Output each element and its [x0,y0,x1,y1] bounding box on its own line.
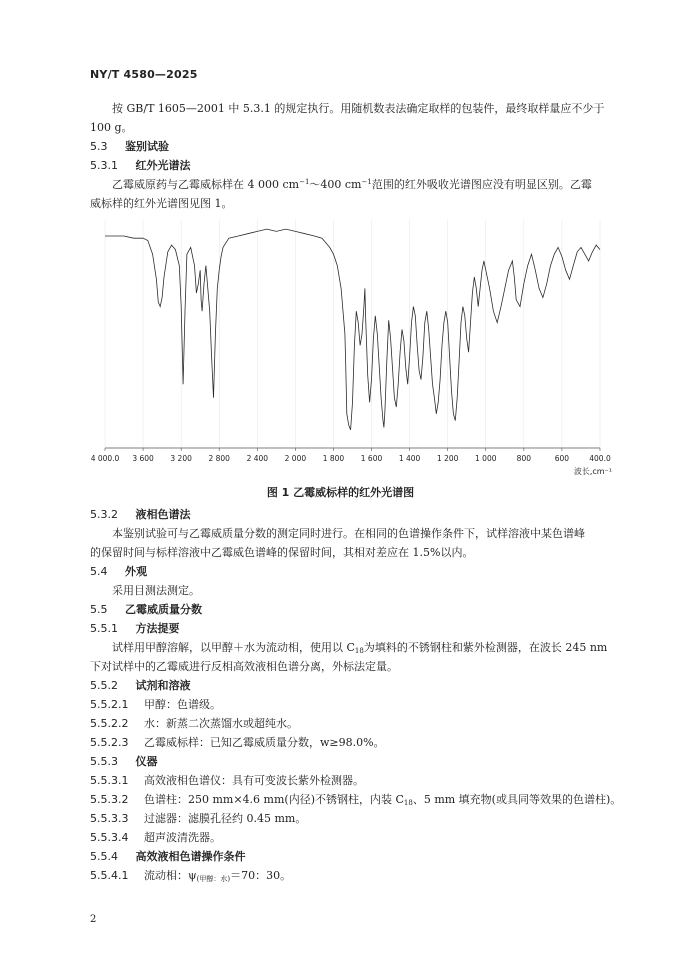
item-text: 甲醇：色谱级。 [143,698,221,711]
item-number: 5.5.3.4 [90,831,129,844]
list-item [90,696,221,712]
intro-line-1: 按 GB/T 1605—2001 中 5.3.1 的规定执行。用随机数表法确定取样的包装件，最终取样量应不少于 [112,102,605,115]
section-5-3 [90,138,169,154]
standard-header: NY/T 4580—2025 [90,68,198,81]
s532-line-2: 的保留时间与标样溶液中乙霉威色谱峰的保留时间，其相对差应在 1.5%以内。 [90,546,474,559]
s551-text-a: 试样用甲醇溶解，以甲醇＋水为流动相，使用以 C [112,641,355,654]
section-number: 5.3.1 [90,159,118,172]
x-tick-label: 1 000 [475,454,497,463]
s531-text-b: ～400 cm [309,178,362,191]
intro-line-2: 100 g。 [90,121,133,134]
ir-spectrum-chart [90,212,615,478]
item-number: 5.5.4.1 [90,869,129,882]
section-number: 5.5.4 [90,850,118,863]
x-tick-label: 2 400 [246,454,269,463]
section-title: 外观 [125,565,147,578]
page-number: 2 [90,914,97,925]
section-title: 仪器 [135,755,158,768]
list-item [90,734,385,750]
item-text: 流动相：ψ [143,869,197,882]
section-5-5-3 [90,753,158,769]
subscript: 18 [354,647,364,655]
s54-line-1: 采用目测法测定。 [112,584,200,597]
x-axis-label: 波长,cm⁻¹ [573,467,612,476]
chart-background [95,212,615,478]
section-5-3-1 [90,157,191,173]
section-number: 5.4 [90,565,108,578]
item-text: 、5 mm 填充物(或具同等效果的色谱柱)。 [412,793,622,806]
section-title: 乙霉威质量分数 [125,603,202,616]
section-5-5-4 [90,848,246,864]
list-item [90,867,291,884]
item-number: 5.5.3.1 [90,774,129,787]
item-text: 色谱柱：250 mm×4.6 mm(内径)不锈钢柱，内装 C [143,793,404,806]
item-text: 超声波清洗器。 [143,831,221,844]
list-item [90,772,364,788]
section-number: 5.3 [90,140,108,153]
unit-superscript: −1 [361,178,372,186]
s531-line-1 [112,176,592,192]
unit-superscript: −1 [299,178,310,186]
section-5-5-1 [90,620,180,636]
section-title: 液相色谱法 [135,508,191,521]
list-item [90,715,298,731]
section-5-4 [90,563,147,579]
item-number: 5.5.2.2 [90,717,129,730]
section-title: 方法提要 [135,622,180,635]
list-item [90,829,221,845]
item-number: 5.5.3.3 [90,812,129,825]
s551-text-b: 为填料的不锈钢柱和紫外检测器，在波长 245 nm [363,641,608,654]
x-tick-label: 2 000 [284,454,307,463]
s531-line-2: 威标样的红外光谱图见图 1。 [90,197,233,210]
s531-text-c: 范围的红外吸收光谱图应没有明显区别。乙霉 [371,178,592,191]
s551-line-1 [112,639,607,655]
x-tick-label: 1 800 [322,454,345,463]
section-title: 鉴别试验 [125,140,169,153]
s531-text-a: 乙霉威原药与乙霉威标样在 4 000 cm [112,178,300,191]
x-tick-label: 800 [516,454,532,463]
x-tick-label: 400.0 [589,454,611,463]
item-number: 5.5.2.3 [90,736,129,749]
item-text: 过滤器：滤膜孔径约 0.45 mm。 [143,812,307,825]
item-text: ＝70：30。 [230,869,292,882]
section-number: 5.5.2 [90,679,118,692]
section-5-5-2 [90,677,191,693]
section-number: 5.5.1 [90,622,118,635]
section-number: 5.5 [90,603,108,616]
x-tick-label: 1 600 [360,454,383,463]
section-title: 红外光谱法 [135,159,191,172]
list-item [90,810,306,826]
figure-caption: 图 1 乙霉威标样的红外光谱图 [266,486,415,499]
x-tick-label: 4 000.0 [90,454,120,463]
x-tick-label: 1 400 [398,454,421,463]
s532-line-1: 本鉴别试验可与乙霉威质量分数的测定同时进行。在相同的色谱操作条件下，试样溶液中某色谱峰 [112,527,585,540]
x-tick-label: 600 [554,454,570,463]
x-tick-label: 2 800 [208,454,230,463]
x-tick-label: 1 200 [436,454,459,463]
s551-line-2: 下对试样中的乙霉威进行反相高效液相色谱分离，外标法定量。 [90,660,398,673]
subscript: 18 [403,799,413,807]
list-item [90,791,621,807]
section-number: 5.3.2 [90,508,118,521]
item-text: 高效液相色谱仪：具有可变波长紫外检测器。 [143,774,364,787]
item-text: 乙霉威标样：已知乙霉威质量分数，w≥98.0%。 [143,736,385,749]
x-tick-label: 3 200 [170,454,192,463]
section-title: 试剂和溶液 [135,679,191,692]
x-tick-label: 3 600 [132,454,154,463]
section-number: 5.5.3 [90,755,118,768]
item-number: 5.5.2.1 [90,698,129,711]
item-number: 5.5.3.2 [90,793,129,806]
section-5-5 [90,601,202,617]
section-title: 高效液相色谱操作条件 [135,850,246,863]
item-text: 水：新蒸二次蒸馏水或超纯水。 [143,717,298,730]
section-5-3-2 [90,506,191,522]
subscript: (甲醇：水) [196,875,231,883]
